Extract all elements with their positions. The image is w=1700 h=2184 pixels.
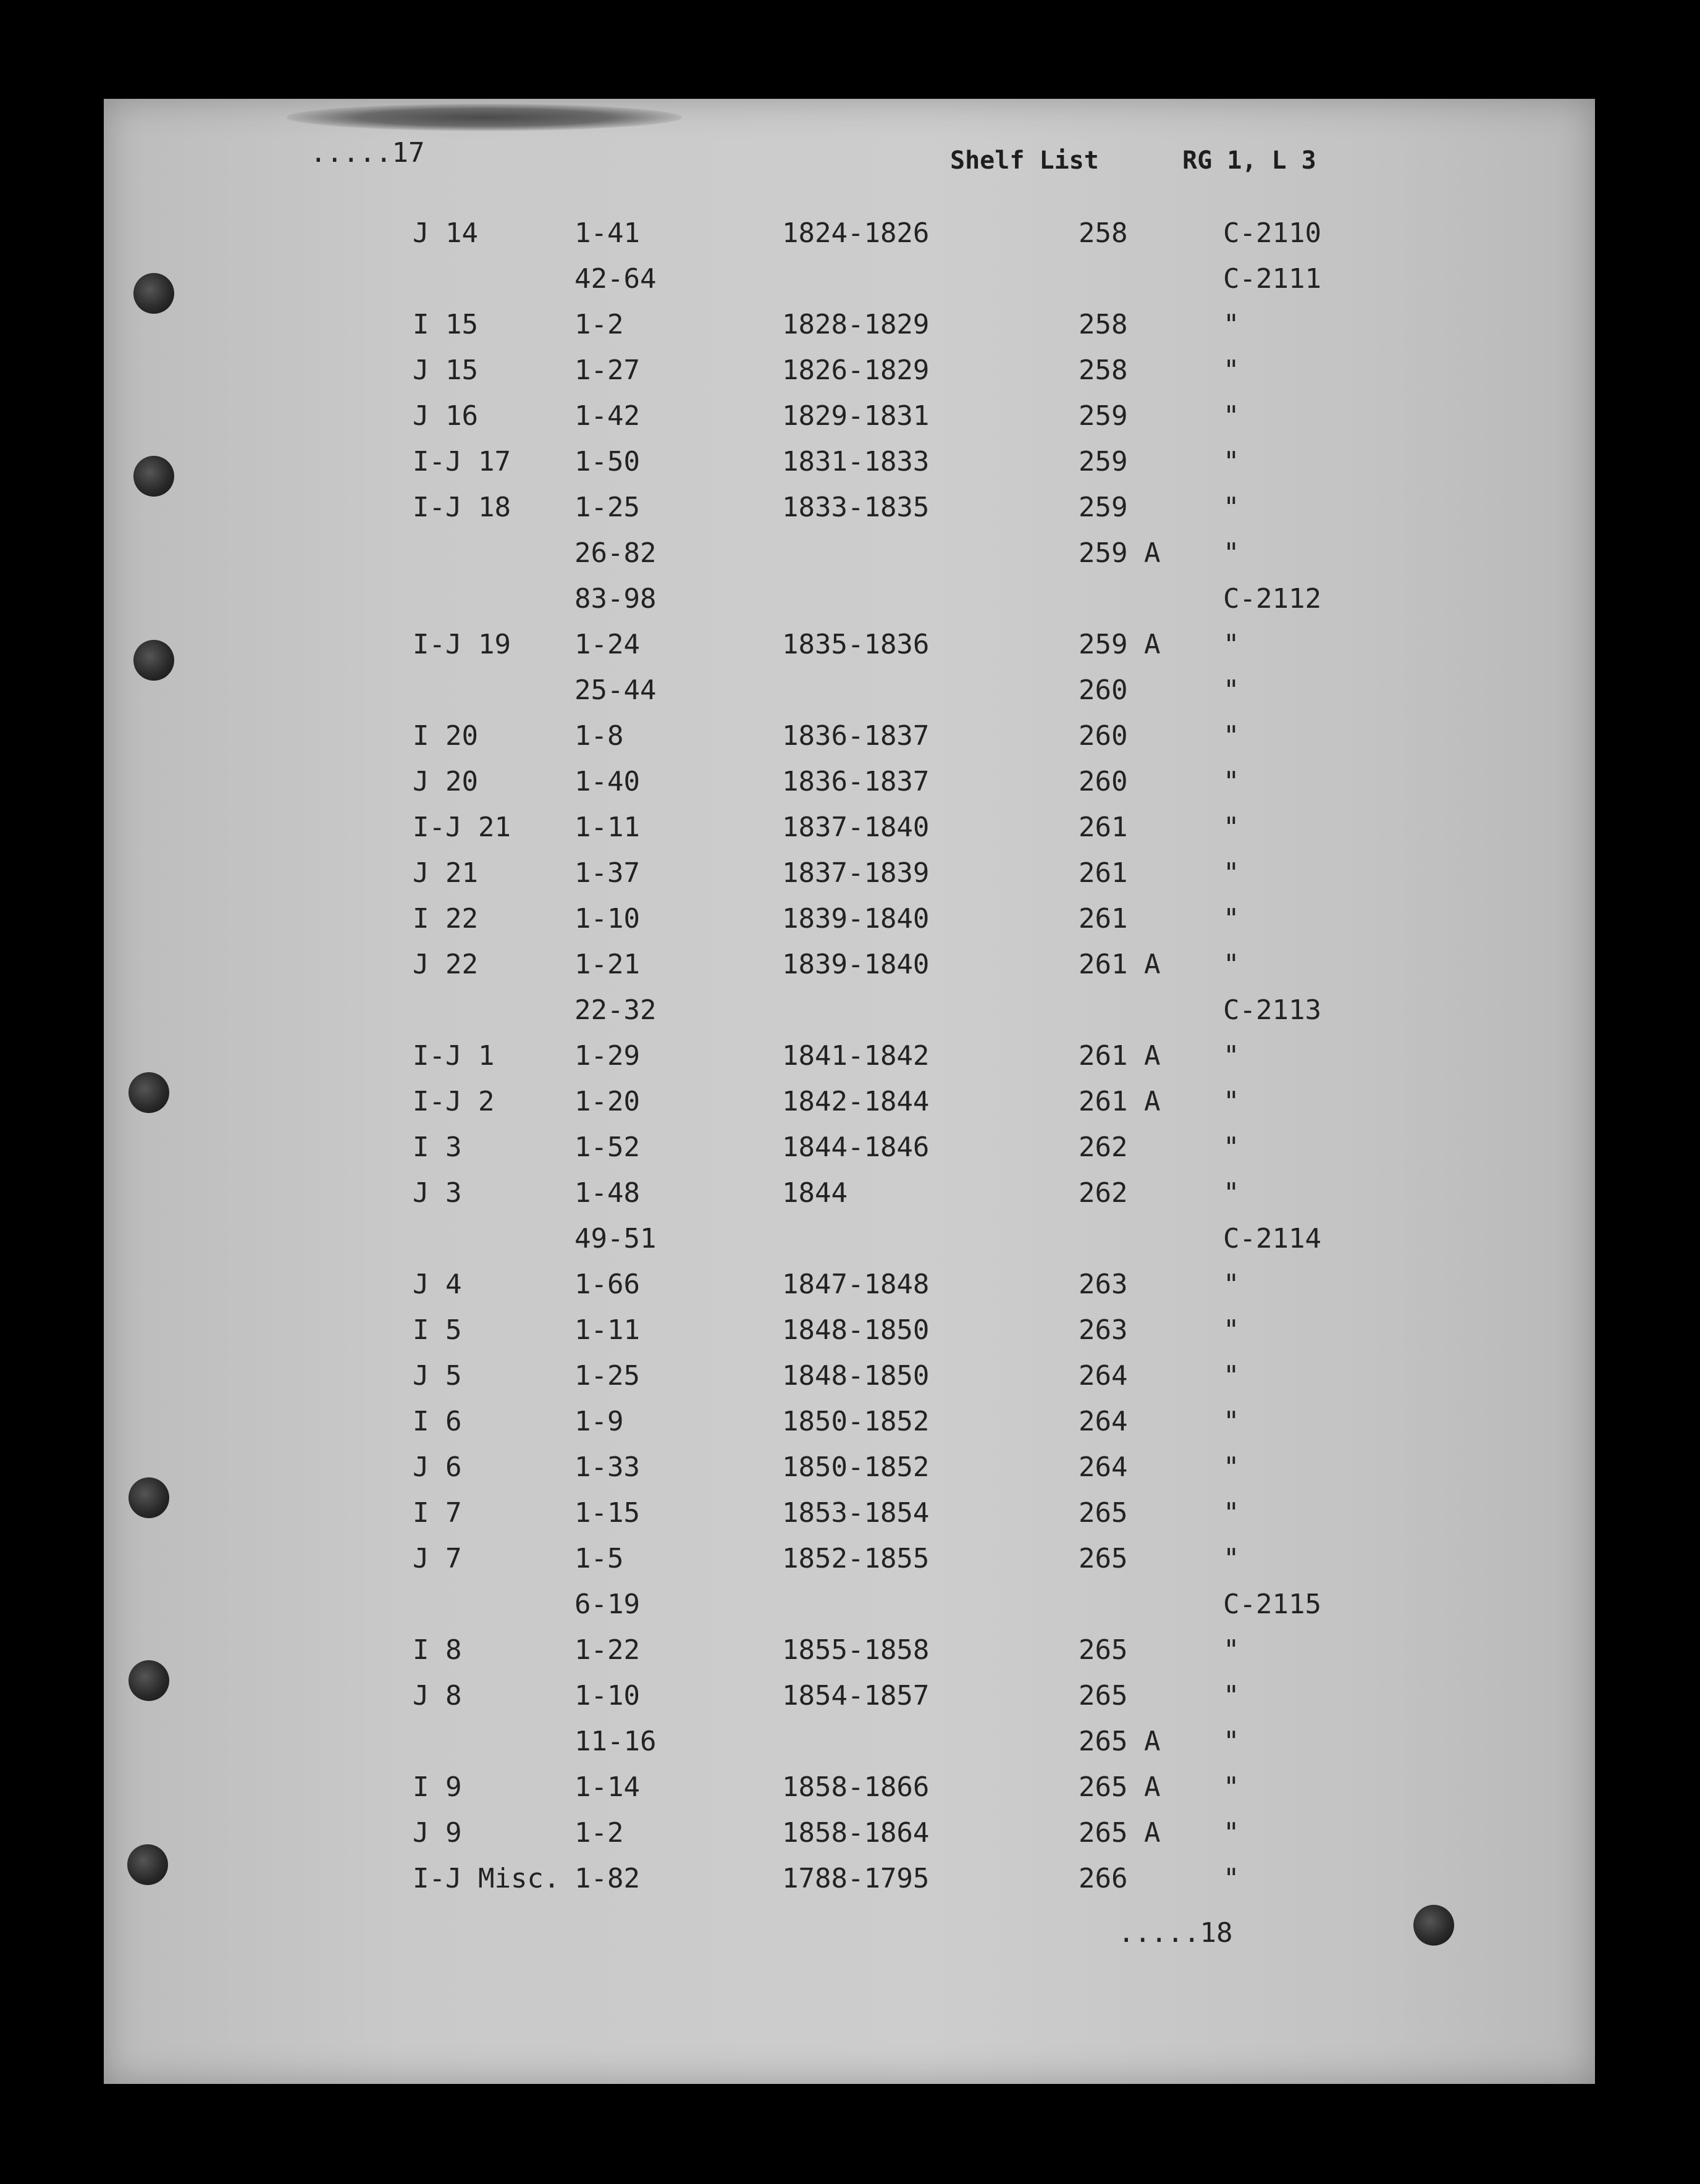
box-cell: 265	[1079, 1497, 1128, 1529]
table-row	[104, 443, 1595, 489]
reel-cell: "	[1223, 1040, 1240, 1072]
series-cell: J 15	[413, 355, 478, 386]
volumes-cell: 1-15	[574, 1497, 640, 1529]
reel-cell: C-2115	[1223, 1589, 1321, 1620]
table-row	[104, 1495, 1595, 1540]
dates-cell: 1829-1831	[782, 400, 930, 432]
table-row	[104, 1266, 1595, 1312]
series-cell: I-J 18	[413, 492, 511, 523]
reel-cell: "	[1223, 1634, 1240, 1666]
box-cell: 259	[1079, 446, 1128, 477]
reel-cell: "	[1223, 1817, 1240, 1849]
table-row	[104, 1769, 1595, 1815]
series-cell: J 16	[413, 400, 478, 432]
reel-cell: "	[1223, 355, 1240, 386]
dates-cell: 1848-1850	[782, 1314, 930, 1346]
dates-cell: 1858-1864	[782, 1817, 930, 1849]
volumes-cell: 1-11	[574, 812, 640, 843]
volumes-cell: 1-33	[574, 1451, 640, 1483]
dates-cell: 1847-1848	[782, 1269, 930, 1300]
dates-cell: 1837-1840	[782, 812, 930, 843]
dates-cell: 1850-1852	[782, 1406, 930, 1437]
box-cell: 261 A	[1079, 949, 1161, 980]
dates-cell: 1824-1826	[782, 217, 930, 249]
series-cell: I 3	[413, 1132, 462, 1163]
table-row	[104, 1403, 1595, 1449]
series-cell: I-J Misc.	[413, 1863, 560, 1894]
dates-cell: 1855-1858	[782, 1634, 930, 1666]
dates-cell: 1853-1854	[782, 1497, 930, 1529]
reel-cell: C-2113	[1223, 994, 1321, 1026]
box-cell: 265 A	[1079, 1726, 1161, 1757]
volumes-cell: 1-29	[574, 1040, 640, 1072]
reel-cell: "	[1223, 1863, 1240, 1894]
table-row	[104, 581, 1595, 626]
table-row	[104, 718, 1595, 763]
volumes-cell: 1-22	[574, 1634, 640, 1666]
reel-cell: "	[1223, 1360, 1240, 1392]
series-cell: I 5	[413, 1314, 462, 1346]
reel-cell: C-2110	[1223, 217, 1321, 249]
box-cell: 263	[1079, 1269, 1128, 1300]
box-cell: 259	[1079, 492, 1128, 523]
reel-cell: "	[1223, 1451, 1240, 1483]
box-cell: 261 A	[1079, 1040, 1161, 1072]
reel-cell: "	[1223, 1132, 1240, 1163]
table-row	[104, 489, 1595, 535]
dates-cell: 1833-1835	[782, 492, 930, 523]
dates-cell: 1842-1844	[782, 1086, 930, 1117]
table-row	[104, 901, 1595, 946]
table-row	[104, 1038, 1595, 1083]
series-cell: I 22	[413, 903, 478, 934]
volumes-cell: 1-25	[574, 1360, 640, 1392]
reel-cell: "	[1223, 1680, 1240, 1712]
box-cell: 261	[1079, 812, 1128, 843]
volumes-cell: 1-21	[574, 949, 640, 980]
series-cell: J 8	[413, 1680, 462, 1712]
series-cell: J 21	[413, 857, 478, 889]
series-cell: I 15	[413, 309, 478, 340]
volumes-cell: 1-2	[574, 1817, 624, 1849]
volumes-cell: 1-40	[574, 766, 640, 797]
table-row	[104, 626, 1595, 672]
table-row	[104, 855, 1595, 901]
box-cell: 265 A	[1079, 1771, 1161, 1803]
reel-cell: "	[1223, 720, 1240, 752]
ink-smudge	[287, 104, 682, 131]
box-cell: 266	[1079, 1863, 1128, 1894]
series-cell: I 20	[413, 720, 478, 752]
series-cell: J 4	[413, 1269, 462, 1300]
dates-cell: 1848-1850	[782, 1360, 930, 1392]
reel-cell: C-2112	[1223, 583, 1321, 615]
box-cell: 265	[1079, 1634, 1128, 1666]
series-cell: I 8	[413, 1634, 462, 1666]
series-cell: J 5	[413, 1360, 462, 1392]
table-row	[104, 1083, 1595, 1129]
volumes-cell: 1-14	[574, 1771, 640, 1803]
volumes-cell: 1-48	[574, 1177, 640, 1209]
dates-cell: 1839-1840	[782, 903, 930, 934]
table-row	[104, 763, 1595, 809]
volumes-cell: 6-19	[574, 1589, 640, 1620]
dates-cell: 1836-1837	[782, 720, 930, 752]
dates-cell: 1835-1836	[782, 629, 930, 660]
table-row	[104, 261, 1595, 306]
reel-cell: C-2111	[1223, 263, 1321, 295]
reel-cell: "	[1223, 903, 1240, 934]
binder-hole	[1413, 1905, 1454, 1946]
volumes-cell: 1-9	[574, 1406, 624, 1437]
volumes-cell: 1-50	[574, 446, 640, 477]
volumes-cell: 1-82	[574, 1863, 640, 1894]
dates-cell: 1850-1852	[782, 1451, 930, 1483]
volumes-cell: 1-66	[574, 1269, 640, 1300]
table-row	[104, 1312, 1595, 1358]
series-cell: J 6	[413, 1451, 462, 1483]
series-cell: I 7	[413, 1497, 462, 1529]
box-cell: 258	[1079, 355, 1128, 386]
volumes-cell: 11-16	[574, 1726, 657, 1757]
box-cell: 258	[1079, 217, 1128, 249]
series-cell: J 20	[413, 766, 478, 797]
volumes-cell: 1-11	[574, 1314, 640, 1346]
dates-cell: 1828-1829	[782, 309, 930, 340]
reel-cell: "	[1223, 1269, 1240, 1300]
reel-cell: "	[1223, 492, 1240, 523]
series-cell: J 14	[413, 217, 478, 249]
box-cell: 265	[1079, 1680, 1128, 1712]
reel-cell: "	[1223, 812, 1240, 843]
document-page	[104, 99, 1595, 2084]
table-row	[104, 1678, 1595, 1723]
series-cell: J 7	[413, 1543, 462, 1574]
dates-cell: 1841-1842	[782, 1040, 930, 1072]
table-row	[104, 1860, 1595, 1906]
table-row	[104, 1632, 1595, 1678]
table-row	[104, 1586, 1595, 1632]
reel-cell: "	[1223, 674, 1240, 706]
box-cell: 261	[1079, 903, 1128, 934]
reel-cell: "	[1223, 1726, 1240, 1757]
series-cell: I-J 21	[413, 812, 511, 843]
volumes-cell: 22-32	[574, 994, 657, 1026]
box-cell: 264	[1079, 1451, 1128, 1483]
dates-cell: 1852-1855	[782, 1543, 930, 1574]
box-cell: 259 A	[1079, 537, 1161, 569]
volumes-cell: 1-37	[574, 857, 640, 889]
table-row	[104, 1358, 1595, 1403]
reel-cell: "	[1223, 446, 1240, 477]
reel-cell: "	[1223, 1086, 1240, 1117]
volumes-cell: 1-10	[574, 1680, 640, 1712]
dates-cell: 1837-1839	[782, 857, 930, 889]
box-cell: 264	[1079, 1406, 1128, 1437]
volumes-cell: 1-25	[574, 492, 640, 523]
series-cell: J 22	[413, 949, 478, 980]
reel-cell: "	[1223, 949, 1240, 980]
dates-cell: 1854-1857	[782, 1680, 930, 1712]
dates-cell: 1844	[782, 1177, 848, 1209]
dates-cell: 1858-1866	[782, 1771, 930, 1803]
volumes-cell: 1-52	[574, 1132, 640, 1163]
record-group: RG 1, L 3	[1182, 146, 1316, 175]
box-cell: 262	[1079, 1132, 1128, 1163]
box-cell: 261 A	[1079, 1086, 1161, 1117]
volumes-cell: 83-98	[574, 583, 657, 615]
dates-cell: 1826-1829	[782, 355, 930, 386]
volumes-cell: 1-10	[574, 903, 640, 934]
reel-cell: "	[1223, 1497, 1240, 1529]
dates-cell: 1839-1840	[782, 949, 930, 980]
table-row	[104, 398, 1595, 443]
box-cell: 265 A	[1079, 1817, 1161, 1849]
table-row	[104, 1449, 1595, 1495]
volumes-cell: 1-8	[574, 720, 624, 752]
table-row	[104, 946, 1595, 992]
series-cell: J 3	[413, 1177, 462, 1209]
volumes-cell: 1-5	[574, 1543, 624, 1574]
box-cell: 260	[1079, 766, 1128, 797]
box-cell: 260	[1079, 720, 1128, 752]
table-row	[104, 535, 1595, 581]
page-title: Shelf List	[950, 146, 1099, 175]
series-cell: I-J 19	[413, 629, 511, 660]
reel-cell: "	[1223, 766, 1240, 797]
table-row	[104, 215, 1595, 261]
box-cell: 258	[1079, 309, 1128, 340]
box-cell: 265	[1079, 1543, 1128, 1574]
box-cell: 264	[1079, 1360, 1128, 1392]
table-row	[104, 306, 1595, 352]
series-cell: I 6	[413, 1406, 462, 1437]
volumes-cell: 1-27	[574, 355, 640, 386]
reel-cell: "	[1223, 309, 1240, 340]
dates-cell: 1788-1795	[782, 1863, 930, 1894]
reel-cell: "	[1223, 629, 1240, 660]
page-reference-bottom: .....18	[1118, 1917, 1233, 1949]
table-row	[104, 352, 1595, 398]
reel-cell: "	[1223, 1771, 1240, 1803]
box-cell: 260	[1079, 674, 1128, 706]
volumes-cell: 25-44	[574, 674, 657, 706]
volumes-cell: 49-51	[574, 1223, 657, 1254]
table-row	[104, 672, 1595, 718]
reel-cell: "	[1223, 1543, 1240, 1574]
reel-cell: "	[1223, 857, 1240, 889]
page-reference-top: .....17	[310, 137, 425, 169]
volumes-cell: 1-41	[574, 217, 640, 249]
reel-cell: "	[1223, 1177, 1240, 1209]
box-cell: 262	[1079, 1177, 1128, 1209]
series-cell: I-J 1	[413, 1040, 495, 1072]
series-cell: I 9	[413, 1771, 462, 1803]
reel-cell: "	[1223, 1314, 1240, 1346]
volumes-cell: 1-20	[574, 1086, 640, 1117]
table-row	[104, 1175, 1595, 1220]
reel-cell: "	[1223, 1406, 1240, 1437]
series-cell: J 9	[413, 1817, 462, 1849]
table-row	[104, 809, 1595, 855]
volumes-cell: 1-42	[574, 400, 640, 432]
table-row	[104, 1723, 1595, 1769]
box-cell: 261	[1079, 857, 1128, 889]
reel-cell: "	[1223, 537, 1240, 569]
reel-cell: C-2114	[1223, 1223, 1321, 1254]
volumes-cell: 1-24	[574, 629, 640, 660]
dates-cell: 1844-1846	[782, 1132, 930, 1163]
volumes-cell: 1-2	[574, 309, 624, 340]
series-cell: I-J 2	[413, 1086, 495, 1117]
table-row	[104, 1220, 1595, 1266]
dates-cell: 1836-1837	[782, 766, 930, 797]
table-row	[104, 992, 1595, 1038]
box-cell: 259	[1079, 400, 1128, 432]
dates-cell: 1831-1833	[782, 446, 930, 477]
volumes-cell: 26-82	[574, 537, 657, 569]
box-cell: 263	[1079, 1314, 1128, 1346]
box-cell: 259 A	[1079, 629, 1161, 660]
series-cell: I-J 17	[413, 446, 511, 477]
reel-cell: "	[1223, 400, 1240, 432]
table-row	[104, 1815, 1595, 1860]
volumes-cell: 42-64	[574, 263, 657, 295]
table-row	[104, 1540, 1595, 1586]
table-row	[104, 1129, 1595, 1175]
